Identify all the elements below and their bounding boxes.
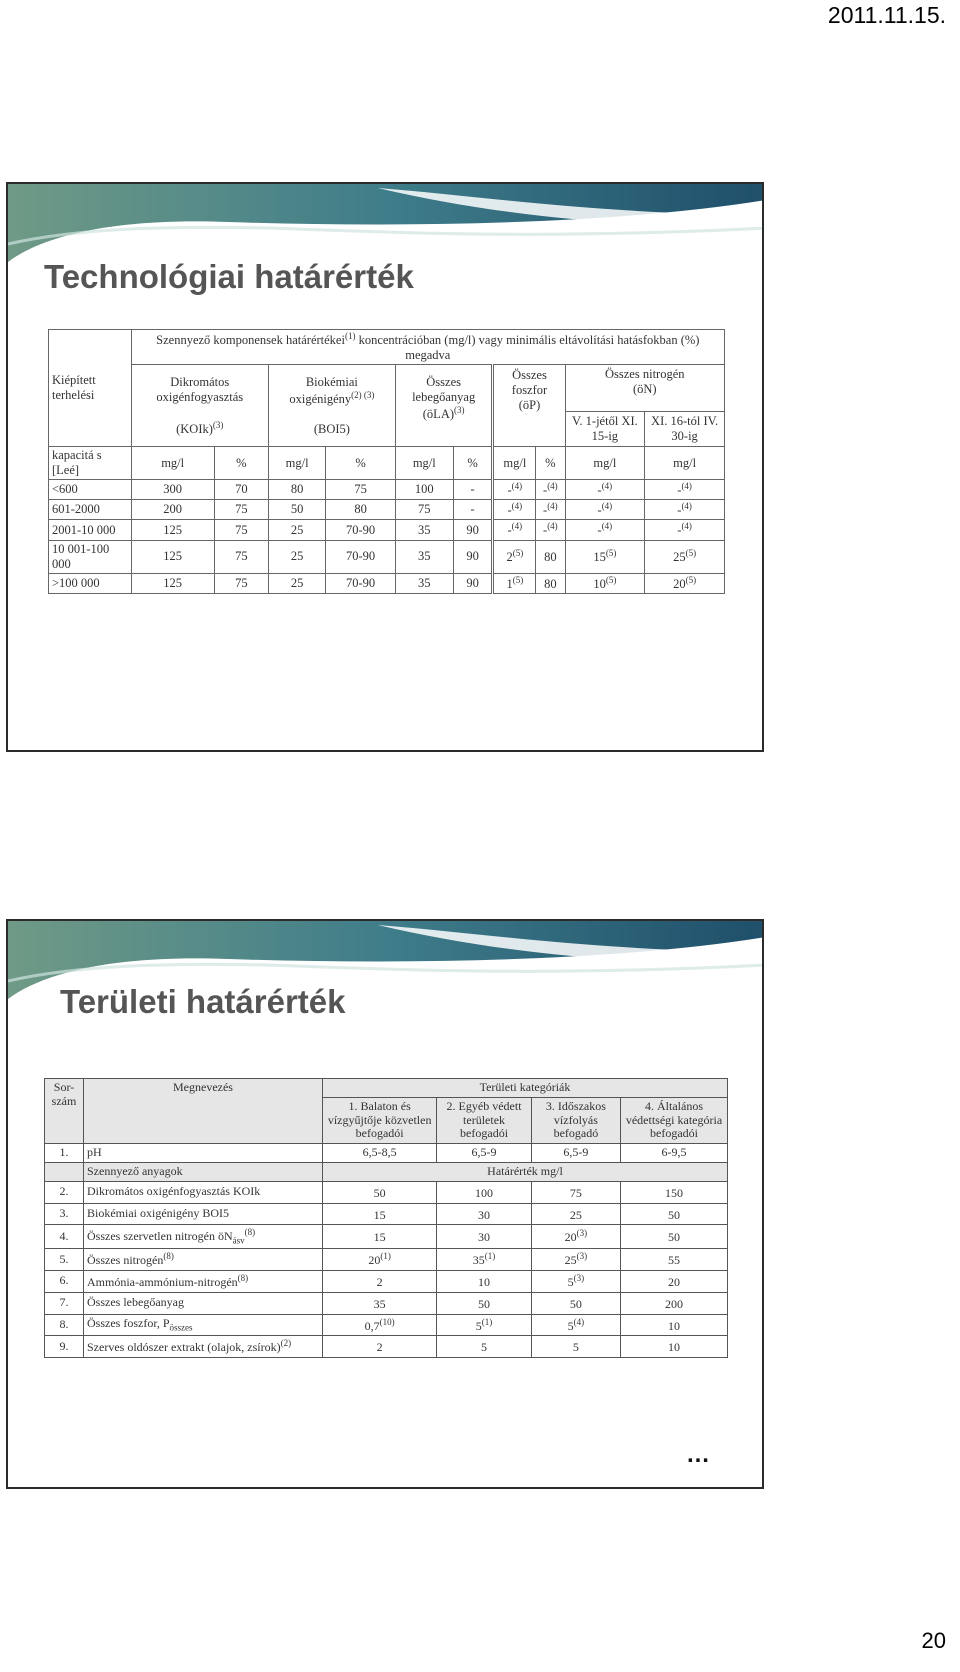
value-text: 50	[478, 1296, 491, 1311]
row-value	[323, 1249, 437, 1271]
group-header	[131, 330, 724, 365]
row-name-sup: (8)	[244, 1227, 256, 1238]
value-cell: 80	[268, 480, 325, 500]
value-cell	[536, 480, 565, 500]
footnote-ref: (5)	[605, 574, 617, 585]
row-number: 6.	[45, 1270, 84, 1292]
table-row	[45, 1144, 728, 1163]
row-value	[531, 1292, 620, 1314]
value-text: 75	[569, 1185, 582, 1200]
row-value	[531, 1336, 620, 1358]
value-cell: 75	[214, 520, 268, 540]
value-cell: 90	[453, 540, 493, 573]
table-row	[45, 1314, 728, 1336]
value-text: 30	[478, 1230, 491, 1245]
unit-cell: mg/l	[395, 447, 453, 480]
value-text: -	[677, 483, 682, 498]
capacity-header-top: Kiépített terhelési	[49, 330, 132, 447]
value-cell	[493, 520, 536, 540]
page-number: 20	[921, 1628, 946, 1653]
footnote-ref: (4)	[601, 481, 613, 492]
col-ola-sup: (3)	[454, 404, 465, 415]
footnote-ref: (1)	[484, 1251, 496, 1262]
row-name-sub: ásv	[232, 1235, 245, 1246]
table-row	[45, 1181, 728, 1203]
row-number: 3.	[45, 1203, 84, 1225]
row-value	[621, 1336, 728, 1358]
row-value	[437, 1225, 531, 1249]
footnote-ref: (4)	[511, 501, 523, 512]
value-cell	[645, 480, 725, 500]
col-op	[493, 365, 565, 447]
col-num-header: Sor-szám	[45, 1079, 84, 1144]
value-cell	[645, 573, 725, 593]
row-value	[621, 1203, 728, 1225]
capacity-cell: 2001-10 000	[49, 520, 132, 540]
row-value: 6,5-8,5	[323, 1144, 437, 1163]
footnote-ref: (4)	[547, 521, 558, 532]
row-value	[437, 1203, 531, 1225]
value-cell	[493, 540, 536, 573]
capacity-cell: >100 000	[49, 573, 132, 593]
value-text: -	[677, 503, 682, 518]
row-name	[84, 1249, 323, 1271]
col-on-name: Összes nitrogén	[605, 367, 685, 382]
row-value	[531, 1314, 620, 1336]
value-text: 2	[376, 1274, 383, 1289]
row-value	[621, 1270, 728, 1292]
row-value	[621, 1249, 728, 1271]
group-header-sup: (1)	[344, 331, 356, 341]
footnote-ref: (4)	[681, 521, 692, 532]
value-cell: 25	[268, 520, 325, 540]
value-cell: 75	[395, 500, 453, 520]
teruleti-table	[44, 1078, 728, 1358]
group-header-text: Szennyező komponensek határértékei	[156, 333, 345, 348]
row-number: 8.	[45, 1314, 84, 1336]
value-text: -	[597, 483, 602, 498]
row-name-text: Összes nitrogén	[87, 1253, 164, 1268]
value-cell: 70	[214, 480, 268, 500]
value-cell: 70-90	[326, 573, 395, 593]
value-text: -	[543, 503, 548, 518]
col-boi-code: (BOI5)	[313, 421, 350, 436]
row-value: 6,5-9	[437, 1144, 531, 1163]
unit-cell: %	[453, 447, 493, 480]
col-kolk-name: Dikromátos oxigénfogyasztás	[156, 374, 244, 404]
value-text: 10	[478, 1274, 491, 1289]
value-text: 1	[506, 576, 513, 591]
technologiai-table	[48, 329, 725, 594]
page-date: 2011.11.15.	[827, 2, 946, 28]
value-text: 200	[665, 1296, 684, 1311]
row-number: 9.	[45, 1336, 84, 1358]
row-value	[621, 1225, 728, 1249]
value-text: 50	[668, 1207, 681, 1222]
value-text: 50	[569, 1296, 582, 1311]
value-text: 2	[376, 1340, 383, 1355]
row-value	[437, 1270, 531, 1292]
unit-cell: mg/l	[131, 447, 214, 480]
footnote-ref: (4)	[601, 521, 613, 532]
footnote-ref: (5)	[512, 548, 524, 559]
category-header: 1. Balaton és vízgyűjtője közvetlen befogadói	[323, 1097, 437, 1143]
col-on-sub1: V. 1-jétől XI. 15-ig	[566, 412, 646, 446]
value-text: -	[597, 503, 602, 518]
table-row	[45, 1270, 728, 1292]
footnote-ref: (3)	[576, 1251, 588, 1262]
value-text: 30	[478, 1207, 491, 1222]
table-row	[49, 480, 725, 500]
category-header: 2. Egyéb védett területek befogadói	[437, 1097, 531, 1143]
row-number: 2.	[45, 1181, 84, 1203]
units-row	[49, 447, 725, 480]
value-text: -	[597, 523, 602, 538]
value-cell: 35	[395, 520, 453, 540]
slide-technologiai	[6, 182, 764, 752]
value-cell	[536, 573, 565, 593]
value-text: 10	[593, 576, 606, 591]
value-cell	[565, 520, 645, 540]
value-cell	[645, 540, 725, 573]
footnote-ref: (5)	[685, 548, 697, 559]
category-header: 3. Időszakos vízfolyás befogadó	[531, 1097, 620, 1143]
value-cell	[645, 520, 725, 540]
value-text: 35	[373, 1296, 386, 1311]
value-cell: 25	[268, 540, 325, 573]
value-cell	[645, 500, 725, 520]
value-text: 100	[475, 1185, 494, 1200]
row-name-text: Szerves oldószer extrakt (olajok, zsírok)	[87, 1340, 281, 1355]
row-name	[84, 1270, 323, 1292]
row-value	[437, 1181, 531, 1203]
value-text: 80	[544, 576, 557, 591]
footnote-ref: (4)	[511, 521, 523, 532]
table-row	[45, 1225, 728, 1249]
value-cell: -	[453, 480, 493, 500]
row-name-sub: összes	[169, 1322, 193, 1333]
value-text: 5	[481, 1340, 488, 1355]
row-name-sup: (2)	[280, 1338, 292, 1349]
value-cell: 80	[326, 500, 395, 520]
value-cell: 75	[214, 500, 268, 520]
table-row	[45, 1336, 728, 1358]
table-row	[49, 500, 725, 520]
table-row	[49, 540, 725, 573]
footnote-ref: (4)	[681, 481, 692, 492]
value-cell: 75	[214, 573, 268, 593]
footnote-ref: (5)	[512, 574, 524, 585]
row-value: 6,5-9	[531, 1144, 620, 1163]
row-value	[323, 1181, 437, 1203]
value-text: 35	[472, 1253, 485, 1268]
value-cell: 200	[131, 500, 214, 520]
footnote-ref: (3)	[576, 1228, 588, 1239]
footnote-ref: (3)	[573, 1272, 585, 1283]
value-text: 50	[373, 1185, 386, 1200]
col-ola	[395, 365, 493, 447]
row-value	[621, 1292, 728, 1314]
value-text: 10	[668, 1340, 681, 1355]
value-text: 55	[668, 1253, 681, 1268]
unit-cell: %	[536, 447, 565, 480]
row-number: 5.	[45, 1249, 84, 1271]
pollutants-label: Szennyező anyagok	[84, 1162, 323, 1181]
row-name-sup: (8)	[163, 1251, 174, 1262]
value-cell	[565, 540, 645, 573]
row-name: pH	[84, 1144, 323, 1163]
row-value	[437, 1336, 531, 1358]
capacity-header-bottom: kapacitá s [Leé]	[49, 447, 132, 480]
footnote-ref: (1)	[380, 1251, 391, 1262]
value-text: 150	[665, 1185, 684, 1200]
value-cell: 90	[453, 520, 493, 540]
slide-title: Területi határérték	[60, 983, 346, 1020]
value-text: 20	[564, 1230, 577, 1245]
col-on-sub2: XI. 16-tól IV. 30-ig	[651, 414, 719, 444]
value-text: 15	[593, 550, 606, 565]
value-cell	[565, 500, 645, 520]
row-name	[84, 1181, 323, 1203]
value-text: -	[507, 483, 512, 498]
table-row	[49, 573, 725, 593]
value-text: 15	[373, 1207, 386, 1222]
value-text: -	[507, 523, 512, 538]
slide-teruleti	[6, 919, 764, 1489]
value-text: 25	[564, 1253, 577, 1268]
row-name	[84, 1336, 323, 1358]
value-cell	[536, 520, 565, 540]
value-text: -	[507, 503, 512, 518]
footnote-ref: (1)	[481, 1316, 493, 1327]
value-cell: 25	[268, 573, 325, 593]
row-value	[437, 1292, 531, 1314]
value-cell	[493, 500, 536, 520]
value-text: 5	[572, 1340, 579, 1355]
unit-cell: mg/l	[645, 447, 725, 480]
row-value	[323, 1270, 437, 1292]
value-text: 10	[668, 1318, 681, 1333]
value-cell	[565, 573, 645, 593]
row-number: 1.	[45, 1144, 84, 1163]
col-ola-name: Összes lebegőanyag	[412, 374, 476, 404]
value-text: 25	[569, 1207, 582, 1222]
value-cell: 70-90	[326, 540, 395, 573]
category-group-header: Területi kategóriák	[323, 1079, 728, 1098]
col-on	[565, 365, 725, 447]
continuation-ellipsis: …	[686, 1441, 710, 1468]
col-kolk-code: (KOIk)	[176, 421, 213, 436]
col-kolk-sup: (3)	[212, 419, 224, 430]
row-value	[323, 1314, 437, 1336]
value-cell	[493, 480, 536, 500]
value-cell	[565, 480, 645, 500]
value-cell: 100	[395, 480, 453, 500]
footnote-ref: (5)	[685, 574, 697, 585]
empty-cell	[45, 1162, 84, 1181]
value-cell: 35	[395, 573, 453, 593]
col-kolk	[131, 365, 268, 447]
row-value	[531, 1270, 620, 1292]
footnote-ref: (4)	[681, 501, 692, 512]
col-boi	[268, 365, 395, 447]
value-text: 50	[668, 1230, 681, 1245]
row-name-sup: (8)	[237, 1272, 249, 1283]
table-row	[49, 520, 725, 540]
value-cell: 35	[395, 540, 453, 573]
unit-cell: mg/l	[493, 447, 536, 480]
row-name-text: Biokémiai oxigénigény BOI5	[87, 1206, 229, 1221]
value-cell	[536, 500, 565, 520]
value-cell: 75	[214, 540, 268, 573]
value-cell: 125	[131, 540, 214, 573]
row-value	[621, 1314, 728, 1336]
row-name	[84, 1314, 323, 1336]
unit-cell: mg/l	[565, 447, 645, 480]
row-name	[84, 1292, 323, 1314]
col-op-name: Összes foszfor	[511, 368, 548, 398]
value-text: 5	[567, 1274, 574, 1289]
row-value	[323, 1292, 437, 1314]
footnote-ref: (4)	[547, 501, 558, 512]
unit-cell: %	[326, 447, 395, 480]
value-cell	[493, 573, 536, 593]
unit-cell: mg/l	[268, 447, 325, 480]
value-text: 0,7	[364, 1318, 380, 1333]
row-number: 7.	[45, 1292, 84, 1314]
value-cell: 125	[131, 520, 214, 540]
row-name-text: Összes lebegőanyag	[87, 1295, 184, 1310]
row-value	[437, 1249, 531, 1271]
value-cell: 300	[131, 480, 214, 500]
col-op-code: (öP)	[518, 398, 541, 413]
row-name-text: Összes foszfor, P	[87, 1316, 170, 1331]
row-value	[621, 1181, 728, 1203]
capacity-cell: 601-2000	[49, 500, 132, 520]
row-name	[84, 1203, 323, 1225]
unit-label: Határérték mg/l	[323, 1162, 728, 1181]
value-cell	[536, 540, 565, 573]
footnote-ref: (10)	[379, 1316, 395, 1327]
value-cell: -	[453, 500, 493, 520]
table-row	[45, 1292, 728, 1314]
value-cell: 90	[453, 573, 493, 593]
category-header: 4. Általános védettségi kategória befogadói	[621, 1097, 728, 1143]
value-text: 15	[373, 1230, 386, 1245]
value-text: 2	[506, 550, 513, 565]
row-name-text: Dikromátos oxigénfogyasztás KOIk	[87, 1184, 261, 1199]
table-row	[45, 1203, 728, 1225]
col-on-code: (öN)	[632, 382, 657, 397]
slide-title: Technológiai határérték	[44, 258, 414, 295]
value-cell: 70-90	[326, 520, 395, 540]
value-text: -	[543, 483, 548, 498]
value-cell: 75	[326, 480, 395, 500]
value-text: 25	[673, 550, 686, 565]
value-text: -	[677, 523, 682, 538]
col-name-header: Megnevezés	[84, 1079, 323, 1144]
capacity-cell: 10 001-100 000	[49, 540, 132, 573]
value-text: -	[543, 523, 548, 538]
footnote-ref: (4)	[573, 1316, 585, 1327]
value-text: 20	[368, 1253, 381, 1268]
footnote-ref: (4)	[511, 481, 523, 492]
value-text: 5	[475, 1318, 482, 1333]
row-value	[323, 1225, 437, 1249]
unit-cell: %	[214, 447, 268, 480]
row-value: 6-9,5	[621, 1144, 728, 1163]
value-cell: 125	[131, 573, 214, 593]
row-value	[531, 1225, 620, 1249]
footnote-ref: (5)	[605, 548, 617, 559]
row-name	[84, 1225, 323, 1249]
row-value	[531, 1181, 620, 1203]
row-name-text: Összes szervetlen nitrogén öN	[87, 1229, 233, 1244]
value-cell: 50	[268, 500, 325, 520]
col-ola-code: (öLA)	[422, 406, 455, 421]
value-text: 20	[668, 1274, 681, 1289]
row-number: 4.	[45, 1225, 84, 1249]
col-boi-sup: (2) (3)	[351, 389, 375, 400]
value-text: 80	[544, 550, 557, 565]
row-value	[437, 1314, 531, 1336]
row-value	[531, 1203, 620, 1225]
row-value	[531, 1249, 620, 1271]
capacity-cell: <600	[49, 480, 132, 500]
row-name-text: Ammónia-ammónium-nitrogén	[87, 1274, 238, 1289]
footnote-ref: (4)	[601, 501, 613, 512]
table-row	[45, 1249, 728, 1271]
value-text: 20	[673, 576, 686, 591]
col-boi-name: Biokémiai oxigénigény	[289, 374, 358, 406]
row-value	[323, 1203, 437, 1225]
row-value	[323, 1336, 437, 1358]
group-header-rest: koncentrációban (mg/l) vagy minimális eltávolítási hatásfokban (%) megadva	[358, 333, 700, 363]
footnote-ref: (4)	[547, 481, 558, 492]
value-text: 5	[567, 1318, 574, 1333]
